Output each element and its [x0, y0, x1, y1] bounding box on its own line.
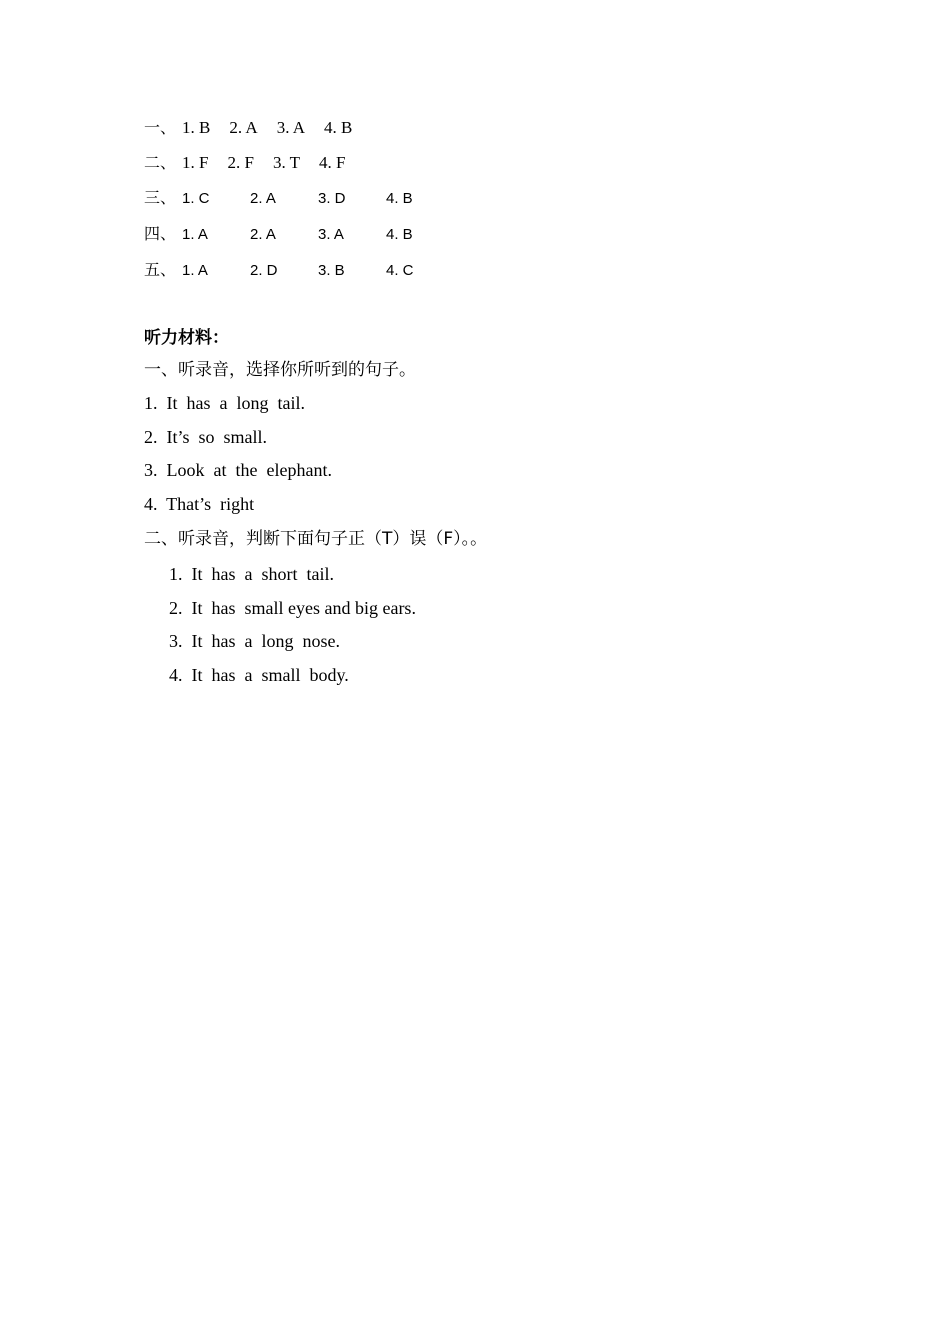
- answer-row-label: 二、: [144, 153, 177, 172]
- answer-row-1: [144, 116, 371, 140]
- answer-item: 3. T: [272, 153, 301, 172]
- listening-heading: 听力材料：: [144, 328, 229, 348]
- answer-item: 1. A: [182, 226, 208, 243]
- answer-row-3: [144, 186, 454, 210]
- answer-row-4: [144, 222, 454, 246]
- answer-item: 1. C: [182, 190, 210, 207]
- answer-item: 3. A: [276, 118, 306, 137]
- answer-item: 2. F: [227, 153, 254, 172]
- section-2-title: 二、听录音，判断下面句子正（T）误（F）。。: [144, 529, 488, 549]
- answer-item: 4. F: [319, 153, 346, 172]
- answer-row-label: 三、: [144, 188, 177, 207]
- answer-item: 4. C: [386, 262, 414, 279]
- section-2-sentence: 3. It has a long nose.: [169, 631, 340, 651]
- answer-item: 3. A: [318, 226, 344, 243]
- section-1-sentence: 1. It has a long tail.: [144, 393, 305, 413]
- answer-row-label: 一、: [144, 118, 177, 137]
- answer-row-label: 四、: [144, 224, 177, 243]
- answer-item: 4. B: [386, 226, 413, 243]
- answer-row-label: 五、: [144, 260, 177, 279]
- answer-item: 3. B: [318, 262, 345, 279]
- section-1-title: 一、听录音，选择你所听到的句子。: [144, 360, 416, 380]
- section-1-sentence: 2. It’s so small.: [144, 427, 268, 447]
- answer-row-2: [144, 151, 364, 175]
- answer-item: 4. B: [324, 118, 353, 137]
- section-2-sentence: 1. It has a short tail.: [169, 564, 334, 584]
- section-1-sentence: 4. That’s right: [144, 494, 255, 514]
- answer-item: 2. A: [229, 118, 258, 137]
- answer-item: 4. B: [386, 190, 413, 207]
- answer-item: 2. D: [250, 262, 278, 279]
- answer-item: 2. A: [250, 190, 276, 207]
- section-2-sentence: 2. It has small eyes and big ears.: [169, 598, 416, 618]
- answer-item: 1. A: [182, 262, 208, 279]
- answer-item: 2. A: [250, 226, 276, 243]
- answer-item: 1. F: [182, 153, 209, 172]
- answer-item: 1. B: [182, 118, 211, 137]
- section-2-sentence: 4. It has a small body.: [169, 665, 349, 685]
- answer-item: 3. D: [318, 190, 346, 207]
- section-1-sentence: 3. Look at the elephant.: [144, 460, 332, 480]
- answer-row-5: [144, 258, 454, 282]
